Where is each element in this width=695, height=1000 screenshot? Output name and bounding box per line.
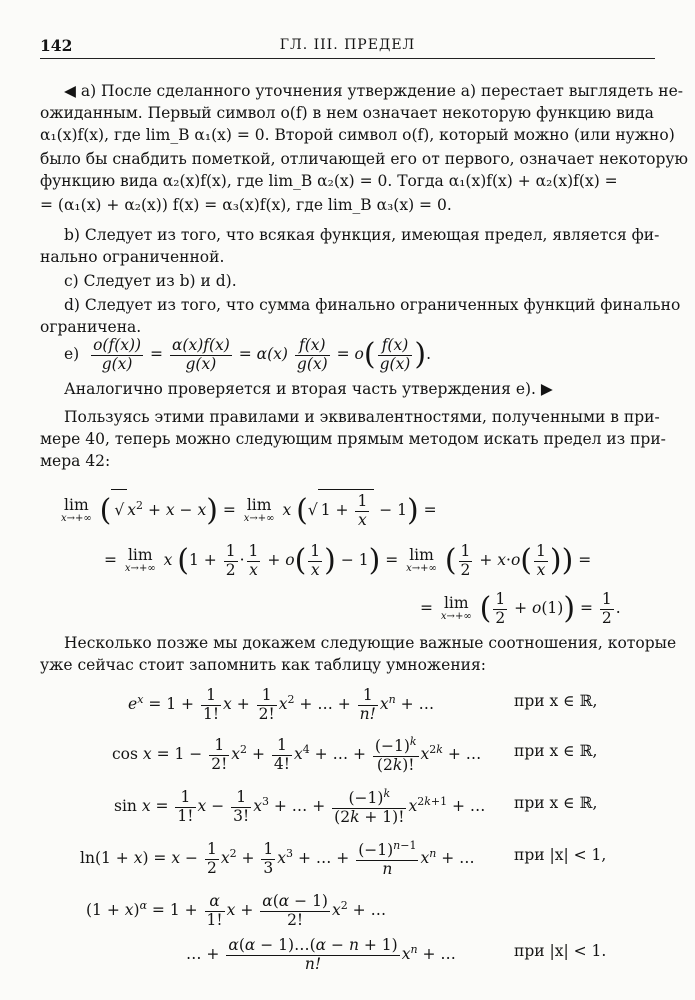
fraction: $\frac{1}{2!}$ <box>258 685 275 723</box>
lim-operator: lim x→+∞ <box>61 496 92 524</box>
fraction: $\frac{1}{x}$ <box>536 541 546 579</box>
fraction: $\frac{\alpha(\alpha - 1)\dots(\alpha - n + 1)}{n!}$ <box>228 935 398 973</box>
proof-c-line: c) Следует из b) и d). <box>64 272 237 290</box>
proof-b-line-1: b) Следует из того, что всякая функция, имеющая предел, является фи- <box>64 226 660 244</box>
fraction: $\frac{1}{3!}$ <box>233 787 250 825</box>
proof-d-line-2: ограничена. <box>40 318 142 336</box>
condition-ln: при |x| < 1, <box>514 846 607 864</box>
proof-line-6: = (α₁(x) + α₂(x)) f(x) = α₃(x)f(x), где lim_B α₃(x) = 0. <box>40 196 452 214</box>
fraction: $\frac{o(f(x))}{g(x)}$ <box>93 335 142 373</box>
fraction: $\frac{1}{2}$ <box>460 541 471 579</box>
fraction: $\frac{1}{n!}$ <box>359 685 376 723</box>
proof-line-5: функцию вида α₂(x)f(x), где lim_B α₂(x) = 0. Тогда α₁(x)f(x) + α₂(x)f(x) = <box>40 172 618 190</box>
running-header <box>40 36 655 59</box>
fraction: $\frac{(-1)^k}{(2k)!}$ <box>374 734 417 774</box>
paragraph2-line-1: Несколько позже мы докажем следующие важные соотношения, которые <box>64 634 677 652</box>
fraction: $\frac{1}{2}$ <box>495 589 506 627</box>
chapter-title: ГЛ. III. ПРЕДЕЛ <box>279 37 416 53</box>
paragraph-line-1: Пользуясь этими правилами и эквивалентностями, полученными в при- <box>64 408 660 426</box>
series-binomial-line-1: $(1 + x)^\alpha = 1$ + $\frac{\alpha}{1!}$ x + $\frac{\alpha(\alpha - 1)}{2!}$ $x^2$ + … <box>86 891 387 929</box>
series-ln: ln(1 + x) = x − $\frac{1}{2}$ $x^2$ + $\frac{1}{3}$ $x^3$ + … + $\frac{(-1)^{n-1}}{n}$ $x^n$ + … <box>80 838 475 878</box>
series-binomial-line-2: … + $\frac{\alpha(\alpha - 1)\dots(\alpha - n + 1)}{n!}$ $x^n$ + … <box>186 935 456 973</box>
fraction: $\frac{1}{x}$ <box>248 541 259 579</box>
paragraph-line-2: мере 40, теперь можно следующим прямым методом искать предел из при- <box>40 430 666 448</box>
fraction: $\frac{1}{2!}$ <box>211 735 228 773</box>
limit-equation-line-3: = lim x→+∞ ( $\frac{1}{2}$ + o(1)) = $\frac{1}{2}$ . <box>420 589 621 627</box>
lim-operator: lim x→+∞ <box>406 546 437 574</box>
proof-e-label: e) <box>64 345 80 363</box>
proof-line-4: было бы снабдить пометкой, отличающей его от первого, означает некоторую <box>40 150 689 168</box>
fraction: $\frac{1}{4!}$ <box>273 735 290 773</box>
fraction: $\frac{f(x)}{g(x)}$ <box>379 335 411 373</box>
fraction: $\frac{(-1)^k}{(2k + 1)!}$ <box>334 786 405 826</box>
proof-line-1: ◀ a) После сделанного уточнения утверждение a) перестает выглядеть не- <box>64 82 683 100</box>
proof-line-3: α₁(x)f(x), где lim_B α₁(x) = 0. Второй символ o(f), который можно (или нужно) <box>40 126 675 144</box>
condition-cos: при x ∈ ℝ, <box>514 742 598 760</box>
fraction: $\frac{1}{2}$ <box>206 839 217 877</box>
fraction: $\frac{1}{1!}$ <box>202 685 220 723</box>
fraction: $\frac{\alpha}{1!}$ <box>206 891 223 929</box>
proof-d-line-1: d) Следует из того, что сумма финально ограниченных функций финально <box>64 296 681 314</box>
condition-exp: при x ∈ ℝ, <box>514 692 598 710</box>
proof-line-2: ожиданным. Первый символ o(f) в нем означает некоторую функцию вида <box>40 104 654 122</box>
fraction: $\frac{1}{1!}$ <box>177 787 194 825</box>
lim-operator: lim x→+∞ <box>243 496 275 524</box>
page-number: 142 <box>40 36 73 55</box>
fraction: $\frac{1}{2}$ <box>601 589 612 627</box>
fraction: $\frac{1}{2}$ <box>225 541 236 579</box>
series-sin: sin x = $\frac{1}{1!}$ x − $\frac{1}{3!}$ $x^3$ + … + $\frac{(-1)^k}{(2k + 1)!}$ $x^{2k+1}$ + … <box>114 786 486 826</box>
series-cos: cos x = 1 − $\frac{1}{2!}$ $x^2$ + $\frac{1}{4!}$ $x^4$ + … + $\frac{(-1)^k}{(2k)!}$ $x^{2k}$ + … <box>112 734 482 774</box>
condition-sin: при x ∈ ℝ, <box>514 794 598 812</box>
fraction: $\frac{1}{x}$ <box>357 491 368 529</box>
proof-b-line-2: нально ограниченной. <box>40 248 225 266</box>
limit-equation-line-2: = lim x→+∞ x (1 + $\frac{1}{2}$ · $\frac{1}{x}$ + o( $\frac{1}{x}$ ) − 1) = lim x→+∞ ( $\frac{1}{2}$ + x·o( $\frac{1}{x}$ )) = <box>104 541 592 579</box>
fraction: $\frac{1}{3}$ <box>263 839 274 877</box>
fraction: $\frac{\alpha(\alpha - 1)}{2!}$ <box>262 891 328 929</box>
proof-analog-line: Аналогично проверяется и вторая часть утверждения e). ▶ <box>64 380 553 398</box>
lim-operator: lim x→+∞ <box>124 546 156 574</box>
paragraph-line-3: мера 42: <box>40 452 111 470</box>
limit-equation-line-1: lim x→+∞ ( √ $x^2 + x - x$) = lim x→+∞ x (√ 1 + $\frac{1}{x}$ − 1) = <box>58 486 437 531</box>
fraction: $\frac{\alpha(x)f(x)}{g(x)}$ <box>171 335 230 373</box>
condition-binomial: при |x| < 1. <box>514 942 607 960</box>
fraction: $\frac{(-1)^{n-1}}{n}$ <box>358 838 417 878</box>
proof-e-formula: e) $\frac{o(f(x))}{g(x)}$ = $\frac{\alpha(x)f(x)}{g(x)}$ = α(x) $\frac{f(x)}{g(x)}$ = o( $\frac{f(x)}{g(x)}$ ). <box>64 335 432 373</box>
lim-operator: lim x→+∞ <box>440 594 472 622</box>
fraction: $\frac{f(x)}{g(x)}$ <box>296 335 328 373</box>
fraction: $\frac{1}{x}$ <box>310 541 321 579</box>
series-exp: $e^x = 1$ + $\frac{1}{1!}$ x + $\frac{1}{2!}$ $x^2$ + … + $\frac{1}{n!}$ $x^n$ + … <box>128 685 435 723</box>
paragraph2-line-2: уже сейчас стоит запомнить как таблицу умножения: <box>40 656 487 674</box>
